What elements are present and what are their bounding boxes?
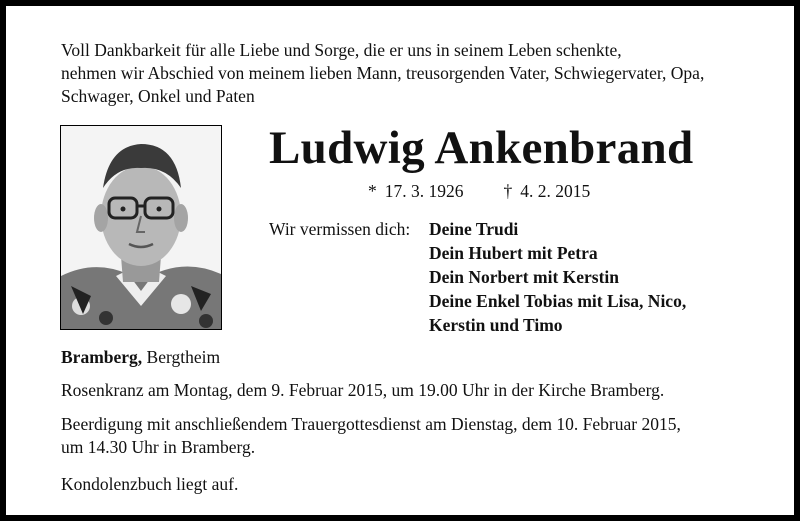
mourner-line: Deine Trudi bbox=[429, 219, 519, 239]
place-main: Bramberg, bbox=[61, 347, 143, 367]
mourners-list bbox=[429, 218, 686, 338]
life-dates bbox=[368, 180, 590, 203]
birth-date: 17. 3. 1926 bbox=[384, 181, 464, 201]
place-rest: Bergtheim bbox=[142, 347, 221, 367]
place-line bbox=[61, 346, 220, 369]
kondolenz-text: Kondolenzbuch liegt auf. bbox=[61, 474, 239, 494]
miss-label: Wir vermissen dich: bbox=[269, 219, 411, 239]
burial-line: Beerdigung mit anschließendem Trauergottesdienst am Dienstag, dem 10. Februar 2015, bbox=[61, 414, 681, 434]
rosenkranz-text: Rosenkranz am Montag, dem 9. Februar 2015, um 19.00 Uhr in der Kirche Bramberg. bbox=[61, 380, 665, 400]
burial-text bbox=[61, 413, 681, 459]
deceased-name: Ludwig Ankenbrand bbox=[269, 122, 694, 174]
intro-line: nehmen wir Abschied von meinem lieben Mann, treusorgenden Vater, Schwiegervater, Opa, bbox=[61, 63, 705, 83]
intro-line: Voll Dankbarkeit für alle Liebe und Sorge, die er uns in seinem Leben schenkte, bbox=[61, 40, 622, 60]
burial-line: um 14.30 Uhr in Bramberg. bbox=[61, 437, 256, 457]
mourner-line: Kerstin und Timo bbox=[429, 315, 563, 335]
portrait-image bbox=[61, 126, 221, 329]
mourner-line: Dein Norbert mit Kerstin bbox=[429, 267, 620, 287]
death-date: 4. 2. 2015 bbox=[520, 181, 591, 201]
birth-symbol: * bbox=[368, 181, 377, 201]
death-symbol: † bbox=[503, 181, 513, 201]
mourner-line: Dein Hubert mit Petra bbox=[429, 243, 598, 263]
intro-line: Schwager, Onkel und Paten bbox=[61, 86, 255, 106]
mourner-line: Deine Enkel Tobias mit Lisa, Nico, bbox=[429, 291, 687, 311]
intro-text bbox=[61, 39, 704, 108]
portrait-photo bbox=[60, 125, 222, 330]
